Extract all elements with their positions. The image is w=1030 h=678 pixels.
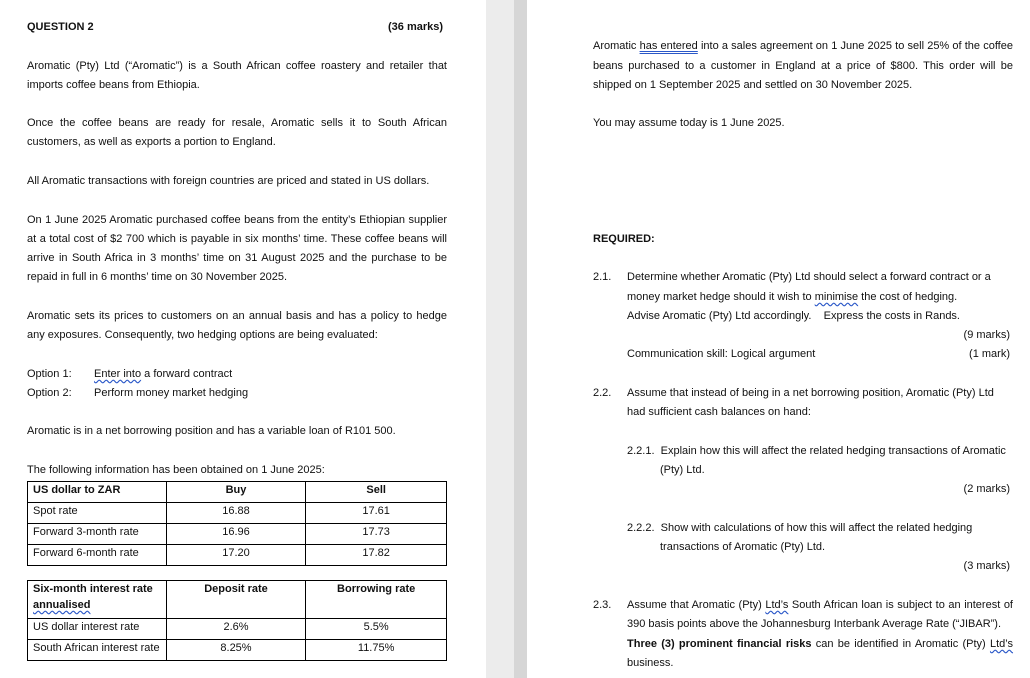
question-line: Assume that instead of being in a net borrowing position, Aromatic (Pty) Ltd — [627, 387, 994, 399]
option1-label: Option 1: — [27, 368, 72, 380]
scrollbar[interactable] — [514, 0, 527, 678]
paragraph-line: All Aromatic transactions with foreign countries are priced and stated in US dollars. — [27, 175, 430, 187]
question-line: Advise Aromatic (Pty) Ltd accordingly. Express the costs in Rands. — [627, 310, 960, 322]
question-number: 2.1. — [593, 271, 612, 283]
table-cell: 17.73 — [306, 524, 447, 545]
table-cell: 2.6% — [166, 619, 306, 640]
table-cell: Forward 6-month rate — [28, 545, 167, 566]
table-cell: US dollar interest rate — [28, 619, 167, 640]
spellcheck-word: Enter into — [94, 368, 142, 380]
grammar-flag: has entered — [639, 40, 698, 52]
paragraph-line: shipped on 1 September 2025 and settled on 30 November 2025. — [593, 79, 913, 91]
paragraph-line: at a total cost of $2 700 which is payable in six months’ time. These coffee beans will — [27, 233, 447, 245]
question-line: 2.2.1. Explain how this will affect the related hedging transactions of Aromatic — [627, 445, 1006, 457]
table-cell: 11.75% — [306, 640, 447, 661]
question-line: Communication skill: Logical argument — [627, 348, 816, 360]
marks-label: (9 marks) — [963, 329, 1010, 341]
paragraph-line: imports coffee beans from Ethiopia. — [27, 79, 200, 91]
table-cell: Forward 3-month rate — [28, 524, 167, 545]
interest-rate-table — [27, 580, 447, 661]
table-cell: 17.20 — [166, 545, 306, 566]
table-header-row — [28, 581, 447, 619]
question-number: 2.2. — [593, 387, 612, 399]
table-header-cell: Six-month interest rate annualised — [28, 581, 167, 619]
paragraph-line: Aromatic is in a net borrowing position and has a variable loan of R101 500. — [27, 425, 396, 437]
paragraph-line: The following information has been obtained on 1 June 2025: — [27, 464, 325, 476]
table-cell: Spot rate — [28, 503, 167, 524]
option2-text: Perform money market hedging — [94, 387, 249, 399]
spellcheck-word: Ltd’s — [765, 599, 789, 611]
question-line: Determine whether Aromatic (Pty) Ltd should select a forward contract or a — [627, 271, 991, 283]
table-cell: 16.88 — [166, 503, 306, 524]
spellcheck-word: annualised — [33, 599, 91, 611]
table-header-cell: US dollar to ZAR — [28, 482, 167, 503]
table-cell: 17.82 — [306, 545, 447, 566]
question-line: 2.2.2. Show with calculations of how this will affect the related hedging — [627, 522, 973, 534]
table-row — [28, 503, 447, 524]
question-line: Three (3) prominent financial risks can be identified in Aromatic (Pty) Ltd’s — [627, 638, 1014, 650]
required-heading: REQUIRED: — [593, 233, 655, 245]
question-title: QUESTION 2 — [27, 21, 94, 33]
table-cell: 5.5% — [306, 619, 447, 640]
question-line: had sufficient cash balances on hand: — [627, 406, 811, 418]
question-line: Assume that Aromatic (Pty) Ltd’s South African loan is subject to an interest of — [627, 599, 1013, 611]
paragraph-line: arrive in South Africa in 3 months’ time on 31 August 2025 and the purchase to be — [27, 252, 447, 264]
page-gutter — [486, 0, 527, 678]
paragraph-line: customers, as well as exports a portion to England. — [27, 136, 276, 148]
paragraph-line: Aromatic sets its prices to customers on an annual basis and has a policy to hedge — [27, 310, 447, 322]
table-cell: 16.96 — [166, 524, 306, 545]
paragraph-line: Aromatic (Pty) Ltd (“Aromatic”) is a South African coffee roastery and retailer that — [27, 60, 447, 72]
option2-label: Option 2: — [27, 387, 72, 399]
exchange-rate-table — [27, 481, 447, 566]
question-line: money market hedge should it wish to minimise the cost of hedging. — [627, 291, 958, 303]
question-line: transactions of Aromatic (Pty) Ltd. — [660, 541, 826, 553]
paragraph-line: beans purchased to a customer in England at a price of $800. This order will be — [593, 60, 1013, 72]
spellcheck-word: Ltd’s — [989, 638, 1014, 650]
question-line: 390 basis points above the Johannesburg Interbank Average Rate (“JIBAR”). — [627, 618, 1002, 630]
marks-label: (3 marks) — [963, 560, 1010, 572]
paragraph-line: On 1 June 2025 Aromatic purchased coffee beans from the entity’s Ethiopian supplier — [27, 214, 447, 226]
table-header-cell: Borrowing rate — [306, 581, 447, 619]
question-marks: (36 marks) — [388, 21, 444, 33]
paragraph-line: You may assume today is 1 June 2025. — [593, 117, 785, 129]
marks-label: (1 mark) — [969, 348, 1010, 360]
table-header-cell: Buy — [166, 482, 306, 503]
table-cell: 17.61 — [306, 503, 447, 524]
table-cell: 8.25% — [166, 640, 306, 661]
table-header-cell: Sell — [306, 482, 447, 503]
option1-text: Enter into a forward contract — [94, 368, 233, 380]
table-header-cell: Deposit rate — [166, 581, 306, 619]
spellcheck-word: minimise — [814, 291, 859, 303]
paragraph-line: any exposures. Consequently, two hedging options are being evaluated: — [27, 329, 378, 341]
paragraph-line: repaid in full in 6 months’ time on 30 November 2025. — [27, 271, 288, 283]
question-number: 2.3. — [593, 599, 612, 611]
paragraph-line: Once the coffee beans are ready for resale, Aromatic sells it to South African — [27, 117, 447, 129]
table-row — [28, 640, 447, 661]
table-row — [28, 545, 447, 566]
left-page — [0, 0, 486, 678]
table-row — [28, 619, 447, 640]
table-header-row — [28, 482, 447, 503]
right-page — [527, 0, 1030, 678]
table-row — [28, 524, 447, 545]
marks-label: (2 marks) — [963, 483, 1010, 495]
table-cell: South African interest rate — [28, 640, 167, 661]
paragraph-line: Aromatic has entered into a sales agreement on 1 June 2025 to sell 25% of the coffee — [593, 40, 1013, 52]
question-line: (Pty) Ltd. — [660, 464, 705, 476]
question-line: business. — [627, 657, 674, 669]
